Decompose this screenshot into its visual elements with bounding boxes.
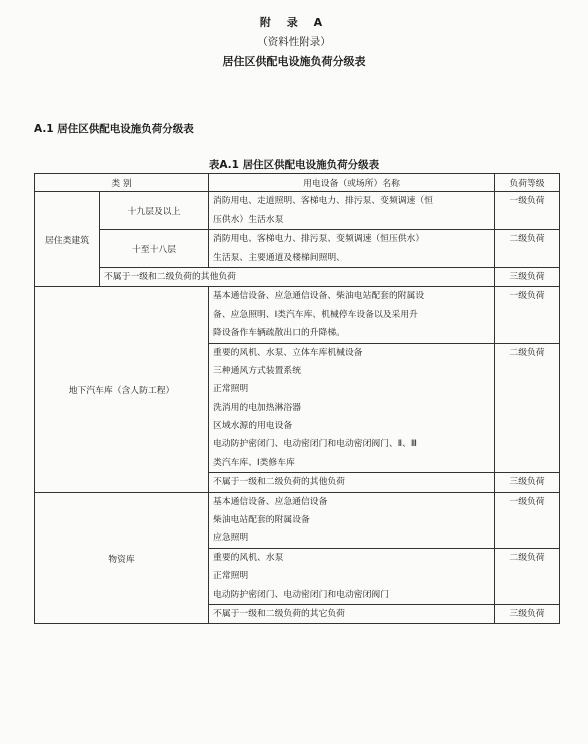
grade-cell: 二级负荷	[495, 548, 560, 604]
appendix-title: 附 录 A	[259, 16, 329, 29]
equipment-line: 消防用电、客梯电力、排污泵、变频调速（恒压供水）	[213, 234, 425, 245]
equipment-line: 不属于一级和二级负荷的其他负荷	[213, 477, 345, 488]
grade-cell: 二级负荷	[495, 230, 560, 268]
equipment-cell	[209, 473, 495, 492]
grade-cell: 一级负荷	[495, 492, 560, 548]
table-row	[35, 267, 560, 286]
table-row	[35, 492, 560, 548]
equipment-line: 基本通信设备、应急通信设备	[213, 496, 328, 507]
equipment-line: 基本通信设备、应急通信设备、柴油电站配套的附属设	[213, 291, 425, 302]
equipment-line: 正常照明	[213, 384, 249, 395]
header-category: 类 别	[35, 174, 209, 192]
category-warehouse: 物资库	[35, 492, 209, 624]
equipment-line: 柴油电站配套的附属设备	[213, 515, 310, 526]
equipment-cell	[209, 548, 495, 604]
equipment-cell	[209, 230, 495, 268]
equipment-line: 电动防护密闭门、电动密闭门和电动密闭阀门	[213, 589, 389, 600]
equipment-cell	[100, 267, 495, 286]
equipment-cell	[209, 343, 495, 473]
category-garage: 地下汽车库（含人防工程）	[35, 287, 209, 492]
grade-cell: 三级负荷	[495, 473, 560, 492]
equipment-cell	[209, 287, 495, 343]
table-header-row	[35, 174, 560, 192]
table-row	[35, 287, 560, 343]
appendix-subtitle: （资料性附录）	[257, 36, 331, 48]
equipment-line: 洗消用的电加热淋浴器	[213, 402, 301, 413]
equipment-line: 消防用电、走道照明、客梯电力、排污泵、变频调速（恒	[213, 196, 433, 207]
equipment-line: 生活泵、主要通道及楼梯间照明、	[213, 252, 345, 263]
section-title: A.1 居住区供配电设施负荷分级表	[34, 123, 194, 135]
equipment-line: 压供水）生活水泵	[213, 214, 284, 225]
equipment-cell	[209, 605, 495, 624]
subcategory-cell: 十至十八层	[100, 230, 209, 268]
equipment-line: 类汽车库、Ⅰ类修车库	[213, 457, 295, 468]
grade-cell: 三级负荷	[495, 267, 560, 286]
table-row	[35, 230, 560, 268]
equipment-line: 区域水源的用电设备	[213, 421, 293, 432]
equipment-line: 三种通风方式装置系统	[213, 365, 301, 376]
header-grade: 负荷等级	[495, 174, 560, 192]
grade-cell: 一级负荷	[495, 287, 560, 343]
equipment-line: 不属于一级和二级负荷的其他负荷	[104, 271, 236, 282]
table-caption: 表A.1 居住区供配电设施负荷分级表	[208, 159, 380, 171]
equipment-line: 电动防护密闭门、电动密闭门和电动密闭阀门、Ⅱ、Ⅲ	[213, 439, 417, 450]
equipment-cell	[209, 192, 495, 230]
header-equipment: 用电设备（或场所）名称	[209, 174, 495, 192]
category-residential: 居住类建筑	[35, 192, 100, 287]
equipment-line: 备、应急照明、Ⅰ类汽车库、机械停车设备以及采用升	[213, 309, 418, 320]
grade-cell: 三级负荷	[495, 605, 560, 624]
equipment-cell	[209, 492, 495, 548]
equipment-line: 重要的风机、水泵、立体车库机械设备	[213, 347, 363, 358]
table-row	[35, 192, 560, 230]
subcategory-cell: 十九层及以上	[100, 192, 209, 230]
equipment-line: 正常照明	[213, 571, 249, 582]
appendix-heading: 居住区供配电设施负荷分级表	[222, 55, 366, 68]
load-grade-table	[34, 173, 560, 624]
grade-cell: 一级负荷	[495, 192, 560, 230]
grade-cell: 二级负荷	[495, 343, 560, 473]
equipment-line: 重要的风机、水泵	[213, 552, 284, 563]
equipment-line: 降设备作车辆疏散出口的升降梯。	[213, 328, 345, 339]
equipment-line: 不属于一级和二级负荷的其它负荷	[213, 609, 345, 620]
equipment-line: 应急照明	[213, 533, 249, 544]
